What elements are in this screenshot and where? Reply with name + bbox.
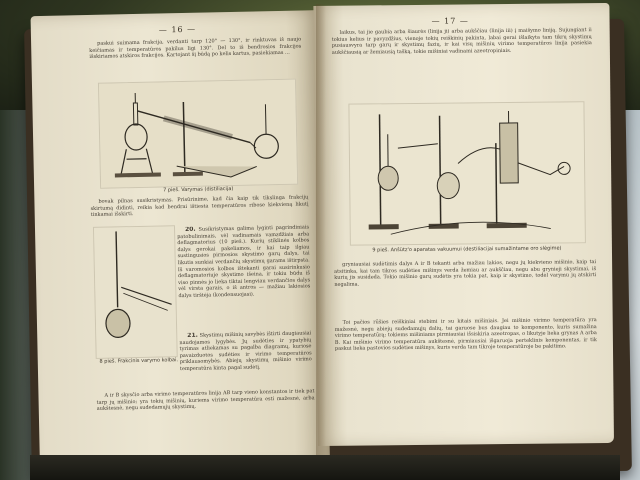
fraction-flask-illustration	[94, 226, 177, 358]
right-mid-paragraph	[334, 259, 597, 316]
distillation-apparatus-illustration	[99, 80, 297, 188]
section-21-number: 21.	[187, 331, 198, 339]
book-gutter	[316, 4, 326, 466]
right-page-number: — 17 —	[431, 16, 469, 26]
section-20-block	[177, 224, 311, 331]
section-20-number: 20.	[184, 225, 196, 233]
left-bottom-paragraph	[96, 388, 315, 427]
section-21-text: Skystimų mišinių savybės ištirti daugiausiai naudojamos lygybės. Jų sudėties ir ypatybių tyrimas atliekamas su pagalba diagramų, kuriose pavaizduotos sudėties ir virimo temperatūros priklausomybės. Abiejų skystimų mišinio virimo temperatūra kinta pagal sudėtį.	[179, 330, 312, 373]
vacuum-apparatus-figure	[348, 101, 585, 245]
right-bottom-paragraph	[335, 317, 598, 392]
right-top-text: laikus, tai jie gaubia arba šiaurės (linija ji) arba aukščiau (linija iii) į maišymo liniją. Sujungiant ii tokius kelius ir pavyzdžius, vienoje tokių reiškinių pakinta, labai gerai išlaikyta tam tikrų skystimų pusiausvyra tarp garų ir skystimų fazių, ir kai visų mišinių virimo temperatūros linija pasiekia aukščiausią ar žemiausią tašką, tokie mišiniai vadinami azeotropiniais.	[331, 27, 592, 56]
figure7-caption: 7 pieš. Varymas (distiliacija)	[162, 185, 234, 194]
vacuum-apparatus-illustration	[349, 102, 584, 244]
left-bottom-text: A ir B skysčio arba virimo temperatūros linija AB tarp vieno konstantos ir tiek pat tarp jų mišinio; yra tokių mišinių, kuriems virimo temperatūra esti mažesnė, arba aukštesnė, negu sudedamųjų skystimų.	[96, 388, 315, 413]
section-20-text: Susikristymas galima lyginti pagrindiniais patobulinimais, vėl vadinamais vamzdžiais arba deflagmatorius (10 pieš.). Kurių stiklinės kolbos dalys gerokai pakeliamos, ir kai taip ilgiau sustingusios pirmosios skystimo garų dalys, tai likutis sunkiai verdančių skystimų garams ištirpsta. Iš varomosios kolbos ištekanti garai susirinkusio deflagmatoriuje skystimo išeina, ir tokiu būdu iš viso pinnės jo lieka tiktai lengviau verdančios dalys vėl virsta garais, o iš antros — mažiau lakiosios dalys tirštėja (kondensuojasi).	[177, 224, 311, 300]
left-page-number: — 16 —	[158, 24, 197, 35]
right-top-paragraph	[332, 27, 593, 98]
figure9-caption: 9 pieš. Anšütz'o aparatas vakuumui (destiliacijai sumažintame oro slėgime)	[372, 245, 562, 254]
right-page	[313, 3, 614, 446]
left-mid-paragraph	[90, 194, 308, 225]
left-page	[31, 10, 330, 471]
fraction-flask-figure	[93, 225, 178, 359]
right-bottom-text: Toi pačios rūšies reiškiniai stebimi ir su kitais mišiniais. Jei mišinio virimo temperatūra yra mažesnė, negu abiejų sudedamųjų dalių, tai garuose bus daugiau to komponento, kuris sumažina virimo temperatūrą; tokiems mišiniams pirmiausiai išsiskiria azeotropas, o likutyje lieka grynas A arba B. Kai mišinio virimo temperatūra aukštesnė, pirmiausiai išgaruoja perteklinis komponentas, ir tik paskui lieka pastovios sudėties mišinys, kuris verda tam tikroje temperatūroje be pakitimo.	[334, 317, 597, 353]
book-bottom-edge	[30, 455, 620, 480]
left-top-text: paskui suimama frakcija, verdanti tarp 120° — 130°, ir rinktuvas iš naujo keičiamas ir temperatūros pakilus ligi 130°. Del to iš bendrosios frakcijos išskiriamos atskiros frakcijos. Kartojant šį būdą po kelis kartus, pasiekiamas ...	[89, 36, 302, 61]
left-top-paragraph	[89, 37, 302, 81]
figure8-caption: 8 pieš. Frakcinis varymo kolbai.	[99, 357, 179, 365]
right-mid-text: gryniausiai sudėtimis dalys A ir B tekanti arba mažiau lakios, negu jų kiekvieno mišinio, kaip tai atsitinka, kai tam tikros sudėties mišinys verda žemiau ar aukščiau, negu abu grynieji skystimai, iš kurių jis susideda. Tokio mišinio garų sudėtis yra tokia pat, kaip ir skystimo, todėl varymu jų atskirti negalima.	[334, 259, 597, 288]
section-21-block	[179, 330, 312, 389]
left-mid-text: bovak pilnas susikristymas. Prisūrinime, kad čia kaip tik tikslinga frakcijų skirtumą didinti, reikia kad bendrai ištiesta temperatūros ribose kiekvieną likutį tinkamai išskirti.	[90, 194, 309, 219]
distillation-figure	[98, 79, 298, 189]
